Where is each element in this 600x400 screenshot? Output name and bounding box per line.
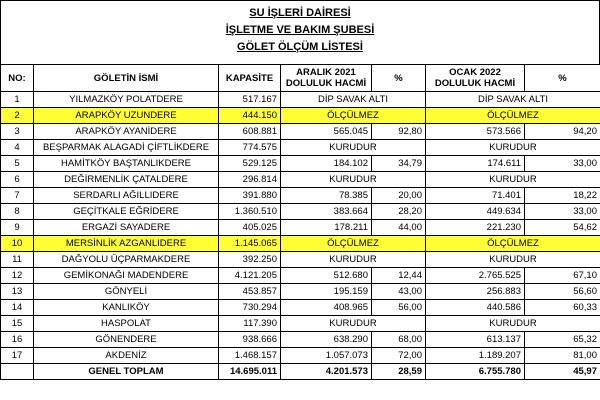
row-jan-volume: 440.586	[426, 300, 525, 316]
header-line-2: İŞLETME VE BAKIM ŞUBESİ	[225, 24, 375, 36]
col-header-no: NO:	[1, 65, 34, 92]
row-dec-volume: 178.211	[281, 220, 372, 236]
row-jan-pct: 67,10	[525, 268, 600, 284]
row-name: HASPOLAT	[34, 316, 219, 332]
table-row	[1, 188, 600, 204]
col-header-capacity: KAPASİTE	[219, 65, 281, 92]
table-row	[1, 140, 600, 156]
row-jan-volume: 174.611	[426, 156, 525, 172]
jan-header-line-2: DOLULUK HACMİ	[434, 78, 516, 89]
row-name: DAĞYOLU ÜÇPARMAKDERE	[34, 252, 219, 268]
row-dec-status: KURUDUR	[281, 252, 426, 268]
row-no: 5	[1, 156, 34, 172]
row-dec-volume: 512.680	[281, 268, 372, 284]
row-jan-volume: 256.883	[426, 284, 525, 300]
row-dec-pct: 68,00	[372, 332, 426, 348]
row-name: YILMAZKÖY POLATDERE	[34, 92, 219, 108]
pond-measurement-table	[0, 64, 600, 380]
row-name: ARAPKÖY UZUNDERE	[34, 108, 219, 124]
row-dec-pct: 72,00	[372, 348, 426, 364]
table-row	[1, 332, 600, 348]
row-no: 8	[1, 204, 34, 220]
row-dec-volume: 565.045	[281, 124, 372, 140]
row-dec-volume: 638.290	[281, 332, 372, 348]
row-jan-volume: 573.566	[426, 124, 525, 140]
row-dec-volume: 1.057.073	[281, 348, 372, 364]
row-capacity: 4.121.205	[219, 268, 281, 284]
row-name: AKDENİZ	[34, 348, 219, 364]
row-capacity: 608.881	[219, 124, 281, 140]
row-dec-volume: 78.385	[281, 188, 372, 204]
total-label: GENEL TOPLAM	[34, 364, 219, 380]
row-no: 3	[1, 124, 34, 140]
row-name: GÖNYELİ	[34, 284, 219, 300]
row-capacity: 1.145.065	[219, 236, 281, 252]
row-dec-status: ÖLÇÜLMEZ	[281, 108, 426, 124]
row-jan-status: KURUDUR	[426, 140, 600, 156]
row-no: 6	[1, 172, 34, 188]
table-row	[1, 92, 600, 108]
row-dec-pct: 34,79	[372, 156, 426, 172]
row-dec-status: ÖLÇÜLMEZ	[281, 236, 426, 252]
row-jan-pct: 33,00	[525, 204, 600, 220]
row-name: HAMİTKÖY BAŞTANLIKDERE	[34, 156, 219, 172]
row-jan-volume: 2.765.525	[426, 268, 525, 284]
table-header-row	[1, 65, 600, 92]
row-no: 9	[1, 220, 34, 236]
row-no: 11	[1, 252, 34, 268]
table-row	[1, 220, 600, 236]
row-name: GEMİKONAĞI MADENDERE	[34, 268, 219, 284]
row-no: 15	[1, 316, 34, 332]
row-name: ERGAZİ SAYADERE	[34, 220, 219, 236]
row-jan-pct: 81,00	[525, 348, 600, 364]
row-name: DEĞİRMENLİK ÇATALDERE	[34, 172, 219, 188]
table-row	[1, 236, 600, 252]
row-no: 12	[1, 268, 34, 284]
row-jan-volume: 221.230	[426, 220, 525, 236]
row-dec-volume: 408.965	[281, 300, 372, 316]
total-dec-pct: 28,59	[372, 364, 426, 380]
header-line-1: SU İŞLERİ DAİRESİ	[249, 7, 351, 19]
row-name: BEŞPARMAK ALAGADİ ÇİFTLİKDERE	[34, 140, 219, 156]
row-jan-pct: 33,00	[525, 156, 600, 172]
table-row	[1, 284, 600, 300]
row-dec-pct: 56,00	[372, 300, 426, 316]
jan-header-line-1: OCAK 2022	[449, 67, 501, 78]
table-body	[1, 92, 600, 364]
row-dec-status: DİP SAVAK ALTI	[281, 92, 426, 108]
row-dec-volume: 184.102	[281, 156, 372, 172]
row-dec-pct: 20,00	[372, 188, 426, 204]
row-jan-status: DİP SAVAK ALTI	[426, 92, 600, 108]
total-jan-pct: 45,97	[525, 364, 600, 380]
header-line-3: GÖLET ÖLÇÜM LİSTESİ	[237, 41, 363, 53]
row-jan-volume: 613.137	[426, 332, 525, 348]
row-name: SERDARLI AĞILLIDERE	[34, 188, 219, 204]
col-header-name: GÖLETİN İSMİ	[34, 65, 219, 92]
table-row	[1, 268, 600, 284]
col-header-jan-pct: %	[525, 65, 600, 92]
row-dec-status: KURUDUR	[281, 140, 426, 156]
row-jan-pct: 54,62	[525, 220, 600, 236]
row-capacity: 392.250	[219, 252, 281, 268]
row-no: 13	[1, 284, 34, 300]
total-dec-volume: 4.201.573	[281, 364, 372, 380]
row-jan-pct: 65,32	[525, 332, 600, 348]
row-jan-pct: 56,60	[525, 284, 600, 300]
table-row	[1, 156, 600, 172]
dec-header-line-1: ARALIK 2021	[296, 67, 356, 78]
row-dec-pct: 44,00	[372, 220, 426, 236]
row-no: 4	[1, 140, 34, 156]
row-no: 14	[1, 300, 34, 316]
row-capacity: 774.575	[219, 140, 281, 156]
row-name: MERSİNLİK AZGANLIDERE	[34, 236, 219, 252]
row-capacity: 117.390	[219, 316, 281, 332]
row-dec-pct: 28,20	[372, 204, 426, 220]
row-dec-pct: 43,00	[372, 284, 426, 300]
col-header-jan-volume	[426, 65, 525, 92]
row-jan-status: ÖLÇÜLMEZ	[426, 236, 600, 252]
row-jan-status: KURUDUR	[426, 172, 600, 188]
row-jan-pct: 18,22	[525, 188, 600, 204]
row-jan-volume: 449.634	[426, 204, 525, 220]
row-capacity: 296.814	[219, 172, 281, 188]
row-capacity: 444.150	[219, 108, 281, 124]
row-name: ARAPKÖY AYANİDERE	[34, 124, 219, 140]
row-no: 10	[1, 236, 34, 252]
table-row	[1, 300, 600, 316]
row-capacity: 730.294	[219, 300, 281, 316]
row-dec-pct: 92,80	[372, 124, 426, 140]
row-jan-status: KURUDUR	[426, 316, 600, 332]
table-row	[1, 348, 600, 364]
row-jan-pct: 60,33	[525, 300, 600, 316]
table-row	[1, 172, 600, 188]
row-no: 17	[1, 348, 34, 364]
row-name: KANLIKÖY	[34, 300, 219, 316]
total-capacity: 14.695.011	[219, 364, 281, 380]
row-capacity: 1.468.157	[219, 348, 281, 364]
row-jan-pct: 94,20	[525, 124, 600, 140]
document-header	[0, 0, 600, 64]
table-row	[1, 316, 600, 332]
row-capacity: 938.666	[219, 332, 281, 348]
row-capacity: 391.880	[219, 188, 281, 204]
row-jan-volume: 71.401	[426, 188, 525, 204]
col-header-dec-pct: %	[372, 65, 426, 92]
row-capacity: 517.167	[219, 92, 281, 108]
row-no: 1	[1, 92, 34, 108]
total-no	[1, 364, 34, 380]
total-row	[1, 364, 600, 380]
row-no: 7	[1, 188, 34, 204]
table-row	[1, 108, 600, 124]
col-header-dec-volume	[281, 65, 372, 92]
row-dec-volume: 195.159	[281, 284, 372, 300]
row-capacity: 453.857	[219, 284, 281, 300]
row-name: GEÇİTKALE EĞRİDERE	[34, 204, 219, 220]
table-row	[1, 204, 600, 220]
row-jan-volume: 1.189.207	[426, 348, 525, 364]
row-jan-status: KURUDUR	[426, 252, 600, 268]
table-row	[1, 124, 600, 140]
row-name: GÖNENDERE	[34, 332, 219, 348]
row-dec-status: KURUDUR	[281, 172, 426, 188]
dec-header-line-2: DOLULUK HACMİ	[285, 78, 367, 89]
row-capacity: 405.025	[219, 220, 281, 236]
row-dec-status: KURUDUR	[281, 316, 426, 332]
row-jan-status: ÖLÇÜLMEZ	[426, 108, 600, 124]
row-capacity: 529.125	[219, 156, 281, 172]
row-dec-pct: 12,44	[372, 268, 426, 284]
row-capacity: 1.360.510	[219, 204, 281, 220]
row-no: 2	[1, 108, 34, 124]
total-jan-volume: 6.755.780	[426, 364, 525, 380]
row-dec-volume: 383.664	[281, 204, 372, 220]
row-no: 16	[1, 332, 34, 348]
table-row	[1, 252, 600, 268]
